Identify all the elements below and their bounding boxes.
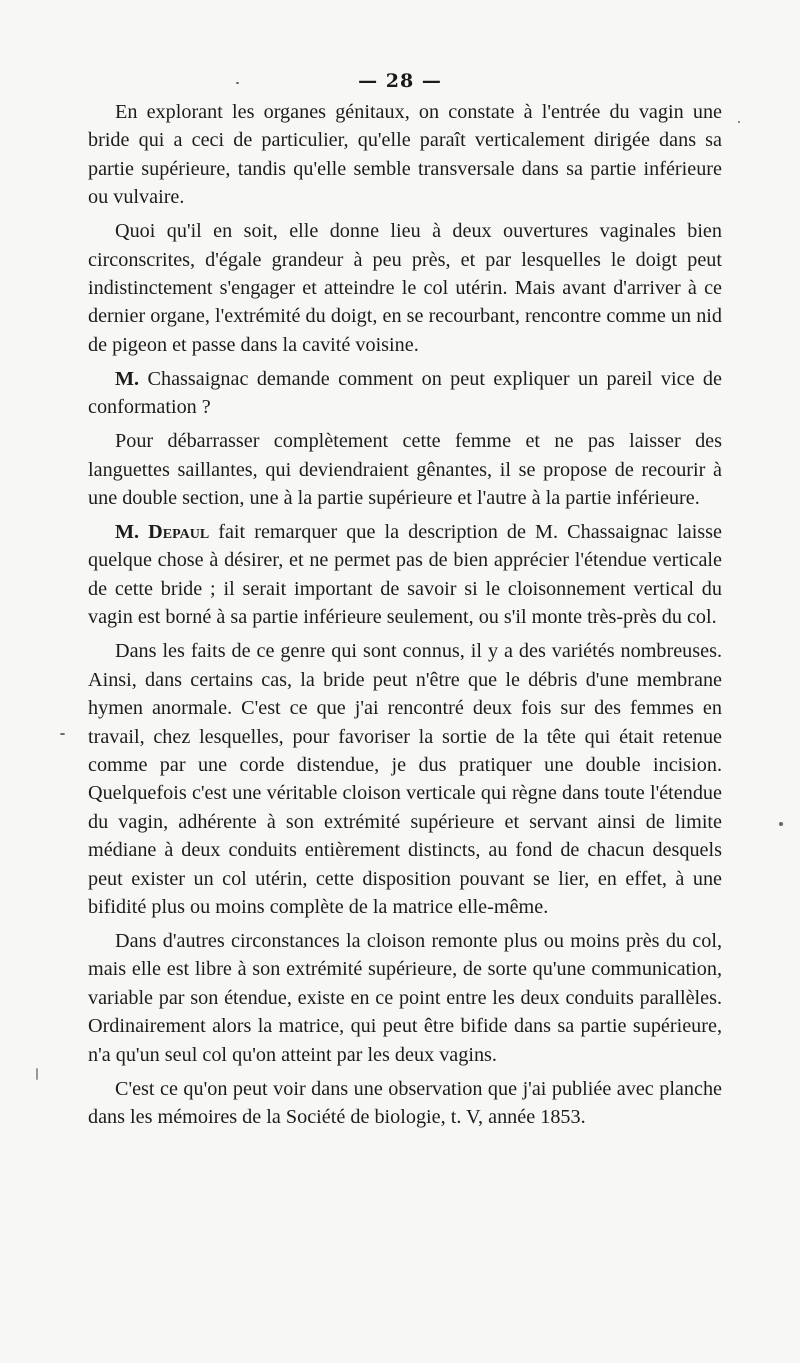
paragraph-4: Pour débarrasser complètement cette femme et ne pas laisser des languettes saillantes, qui deviendraient gênantes, il se propose de recourir à une double section, une à la partie supérieure et l'autre à la partie inférieure. [88,430,722,510]
paragraph-3 [88,365,722,422]
body-text [88,98,722,1137]
paragraph-8: C'est ce qu'on peut voir dans une observation que j'ai publiée avec planche dans les mémoires de la Société de biologie, t. V, année 1853. [88,1077,722,1128]
ink-speck [236,82,239,84]
ink-speck [779,822,783,826]
paragraph-2: Quoi qu'il en soit, elle donne lieu à deux ouvertures vaginales bien circonscrites, d'égale grandeur à peu près, et par lesquelles le doigt peut indistinctement s'engager et atteindre le col utérin. Mais avant d'arriver à ce dernier organe, l'extrémité du doigt, en se recourbant, rencontre comme un nid de pigeon et passe dans la cavité voisine. [88,220,722,356]
ink-speck [36,1068,38,1080]
paragraph-5-text: fait remarquer que la description de M. Chassaignac laisse quelque chose à désirer, et ne permet pas de bien apprécier l'étendue verticale de cette bride ; il serait important de savoir si le cloisonnement vertical du vagin est borné à sa partie inférieure seulement, ou s'il monte très-près du col. [88,521,722,629]
ink-speck [738,121,740,123]
ink-speck [60,733,65,735]
speaker-name: M. Depaul [115,521,210,544]
paragraph-1: En explorant les organes génitaux, on constate à l'entrée du vagin une bride qui a ceci de particulier, qu'elle paraît verticalement dirigée dans sa partie supérieure, tandis qu'elle semble transversale dans sa partie inférieure ou vulvaire. [88,101,722,209]
paragraph-6: Dans les faits de ce genre qui sont connus, il y a des variétés nombreuses. Ainsi, dans certains cas, la bride peut n'être que le débris d'une membrane hymen anormale. C'est ce que j'ai rencontré deux fois sur des femmes en travail, chez lesquelles, pour favoriser la sortie de la tête qui était retenue comme par une corde distendue, je dus pratiquer une double incision. Quelquefois c'est une véritable cloison verticale qui règne dans toute l'étendue du vagin, adhérente à son extrémité supérieure et servant ainsi de limite médiane à deux conduits entièrement distincts, au fond de chacun desquels peut exister un col utérin, cette disposition pouvant se lier, en effet, à une bifidité plus ou moins complète de la matrice elle-même. [88,640,722,918]
page-number: — 28 — [358,70,442,92]
speaker-name: M. [115,367,140,390]
paragraph-5 [88,518,722,632]
paragraph-3-text: Chassaignac demande comment on peut expliquer un pareil vice de conformation ? [88,367,722,419]
paragraph-7: Dans d'autres circonstances la cloison remonte plus ou moins près du col, mais elle est libre à son extrémité supérieure, de sorte qu'une communication, variable par son étendue, existe en ce point entre les deux conduits parallèles. Ordinairement alors la matrice, qui peut être bifide dans sa partie supérieure, n'a qu'un seul col qu'on atteint par les deux vagins. [88,929,722,1066]
